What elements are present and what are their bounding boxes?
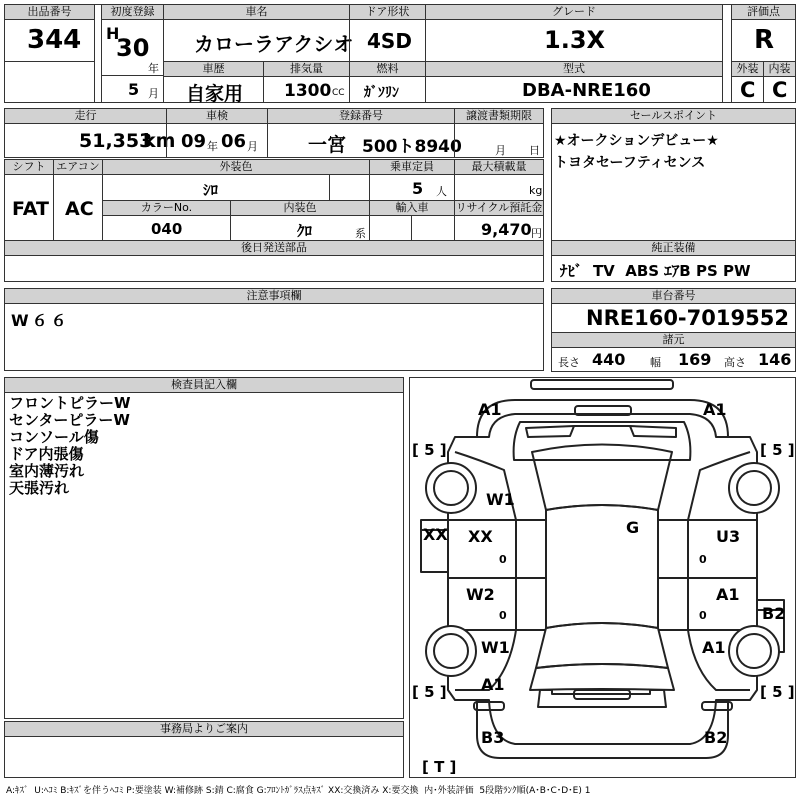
reg-no-box — [267, 123, 462, 158]
code-front-left: A1 — [478, 400, 502, 419]
lot-blank — [4, 61, 95, 103]
inspector-line-4: ドア内張傷 — [9, 445, 84, 463]
code-front-right: A1 — [703, 400, 727, 419]
reg-year: 30 — [116, 34, 150, 62]
displacement-box — [263, 76, 350, 103]
inspector-line-1: フロントピラーW — [9, 394, 131, 412]
car-name: カローラアクシオ — [194, 32, 354, 56]
int-grade-label: 内装 — [763, 61, 796, 77]
recycle: 9,470 — [481, 220, 532, 239]
height-label: 高さ — [724, 356, 746, 369]
capacity-label: 乗車定員 — [369, 159, 455, 175]
ac-box — [53, 174, 103, 241]
sub-door-rl: 0 — [499, 609, 507, 622]
code-rear-door-r: A1 — [716, 585, 740, 604]
reg-month: 5 — [128, 80, 140, 99]
office-label: 事務局よりご案内 — [4, 721, 404, 737]
spare-code: [ T ] — [422, 758, 457, 776]
grade-label: グレード — [425, 4, 723, 20]
code-front-door-r: U3 — [716, 527, 741, 546]
lot-no-label: 出品番号 — [4, 4, 95, 20]
inspection-box — [166, 123, 268, 158]
transfer-label: 譲渡書類期限 — [454, 108, 544, 124]
notes-label: 注意事項欄 — [4, 288, 544, 304]
reg-place: 一宮 — [308, 134, 347, 156]
score: R — [754, 25, 775, 55]
color-no-box — [102, 215, 231, 241]
color-no-label: カラーNo. — [102, 200, 231, 216]
insp-month: 06 — [221, 131, 247, 152]
legend: A:ｷｽﾞ U:ﾍｺﾐ B:ｷｽﾞを伴うﾍｺﾐ P:要塗装 W:補修跡 S:錆 C:腐食 G:ﾌﾛﾝﾄｶﾞﾗｽ点ｷｽﾞ XX:交換済み X:要交換 内･外装評価 5段階ﾗﾝｸ順(A･B･C･D･E) 1 — [6, 786, 591, 796]
mileage-box — [4, 123, 176, 158]
height: 146 — [758, 350, 792, 369]
shift-label: シフト — [4, 159, 54, 175]
car-name-box — [163, 19, 354, 62]
max-load-box — [454, 174, 544, 201]
grade-box — [425, 19, 723, 62]
fuel: ｶﾞｿﾘﾝ — [364, 85, 399, 101]
code-bumper-rear-l: B3 — [481, 728, 505, 747]
score-label: 評価点 — [731, 4, 796, 20]
code-fender-rl: W1 — [481, 638, 510, 657]
car-diagram — [409, 377, 796, 778]
door: 4SD — [367, 29, 412, 53]
ext-color: ｼﾛ — [203, 181, 219, 199]
equipment: ﾅﾋﾞ TV ABS ｴｱB PS PW — [560, 262, 751, 280]
code-fender-fl: W1 — [486, 490, 515, 509]
chassis-box — [551, 303, 796, 333]
model-box — [425, 76, 723, 103]
inspector-line-2: センターピラーW — [9, 411, 130, 429]
car-name-label: 車名 — [163, 4, 350, 20]
recycle-unit: 円 — [531, 227, 542, 240]
notes-box — [4, 303, 544, 371]
width-label: 幅 — [650, 356, 661, 369]
capacity: 5 — [412, 179, 424, 198]
first-reg-year-box — [101, 19, 164, 76]
displacement-label: 排気量 — [263, 61, 350, 77]
inspector-line-5: 室内薄汚れ — [9, 462, 85, 480]
ext-color-box — [102, 174, 330, 201]
later-parts-label: 後日発送部品 — [4, 240, 544, 256]
length: 440 — [592, 350, 626, 369]
sales-box — [551, 123, 796, 241]
sub-door-fl: 0 — [499, 553, 507, 566]
specs-box — [551, 347, 796, 372]
ext-grade-box — [731, 76, 764, 103]
transfer-month-unit: 月 — [495, 144, 506, 157]
sales-label: セールスポイント — [551, 108, 796, 124]
score-box — [731, 19, 796, 62]
code-fender-rr: A1 — [702, 638, 726, 657]
first-reg-label: 初度登録 — [101, 4, 164, 20]
chassis-label: 車台番号 — [551, 288, 796, 304]
int-color-label: 内装色 — [230, 200, 370, 216]
import-label: 輸入車 — [369, 200, 455, 216]
mileage-label: 走行 — [4, 108, 167, 124]
sub-door-fr: 0 — [699, 553, 707, 566]
history-box — [163, 76, 264, 103]
reg-no-label: 登録番号 — [267, 108, 455, 124]
recycle-box — [454, 215, 544, 241]
reg-no: 500ト8940 — [362, 137, 462, 157]
reg-month-unit: 月 — [148, 87, 159, 100]
grade: 1.3X — [544, 26, 606, 54]
shift: FAT — [12, 198, 49, 220]
reg-year-unit: 年 — [148, 62, 159, 75]
transfer-box — [454, 123, 544, 158]
ext-grade-label: 外装 — [731, 61, 764, 77]
color-no: 040 — [151, 220, 183, 238]
diagram-frame — [409, 377, 796, 778]
later-parts-box — [4, 255, 544, 282]
door-box — [349, 19, 426, 62]
sales-point-2: トヨタセーフティセンス — [554, 155, 706, 171]
model-label: 型式 — [425, 61, 723, 77]
tire-rl-code: [ 5 ] — [412, 683, 447, 701]
capacity-box — [369, 174, 455, 201]
chassis-no: NRE160-7019552 — [586, 306, 789, 330]
insp-month-unit: 月 — [247, 140, 258, 153]
era: H — [106, 24, 120, 43]
ac: AC — [65, 198, 94, 220]
equipment-box — [551, 255, 796, 282]
tire-fl-code: [ 5 ] — [412, 441, 447, 459]
int-color-box — [230, 215, 370, 241]
office-box — [4, 736, 404, 778]
specs-label: 諸元 — [551, 332, 796, 348]
lot-no: 344 — [27, 25, 82, 55]
code-rear-door-l: W2 — [466, 585, 495, 604]
recycle-label: リサイクル預託金 — [455, 201, 543, 214]
inspection-label: 車検 — [166, 108, 268, 124]
code-bumper-rear-r: B2 — [704, 728, 728, 747]
mileage: 51,353 — [79, 130, 153, 152]
max-load-label: 最大積載量 — [454, 159, 544, 175]
ext-grade: C — [740, 78, 756, 102]
code-rear-left: A1 — [481, 675, 505, 694]
shift-box — [4, 174, 54, 241]
max-load-unit: kg — [529, 184, 543, 197]
history-label: 車歴 — [163, 61, 264, 77]
code-windshield: G — [626, 518, 640, 537]
notes-text: W６６ — [11, 311, 70, 330]
width: 169 — [678, 350, 712, 369]
insp-year: 09 — [181, 131, 207, 152]
inspector-box — [4, 392, 404, 719]
first-reg-month-box — [101, 75, 164, 103]
import-box-b — [411, 215, 455, 241]
length-label: 長さ — [558, 356, 580, 369]
int-color: ｸﾛ — [297, 222, 313, 240]
code-front-door-l: XX — [468, 527, 493, 546]
mileage-unit: km — [143, 130, 176, 152]
tire-fr-code: [ 5 ] — [760, 441, 795, 459]
int-grade: C — [772, 78, 788, 102]
model: DBA-NRE160 — [522, 80, 651, 101]
sub-door-rr: 0 — [699, 609, 707, 622]
inspector-line-6: 天張汚れ — [9, 479, 70, 497]
ext-color-extra — [329, 174, 370, 201]
history: 自家用 — [186, 83, 244, 105]
tire-rr-code: [ 5 ] — [760, 683, 795, 701]
inspector-line-3: コンソール傷 — [9, 428, 99, 446]
int-color-unit: 系 — [355, 227, 366, 240]
ac-label: エアコン — [53, 159, 103, 175]
ext-color-label: 外装色 — [102, 159, 370, 175]
capacity-unit: 人 — [436, 185, 447, 198]
transfer-day-unit: 日 — [529, 144, 540, 157]
fuel-box — [349, 76, 426, 103]
int-grade-box — [763, 76, 796, 103]
lot-no-box — [4, 19, 95, 62]
door-label: ドア形状 — [349, 4, 426, 20]
code-left-pillar: XX — [423, 525, 448, 544]
import-box-a — [369, 215, 412, 241]
displacement: 1300 — [284, 81, 332, 101]
displacement-unit: CC — [332, 88, 345, 98]
inspector-label: 検査員記入欄 — [4, 377, 404, 393]
sales-point-1: ★オークションデビュー★ — [554, 133, 719, 149]
code-right-sill: B2 — [762, 604, 786, 623]
fuel-label: 燃料 — [349, 61, 426, 77]
insp-year-unit: 年 — [207, 140, 218, 153]
equipment-label: 純正装備 — [551, 240, 796, 256]
